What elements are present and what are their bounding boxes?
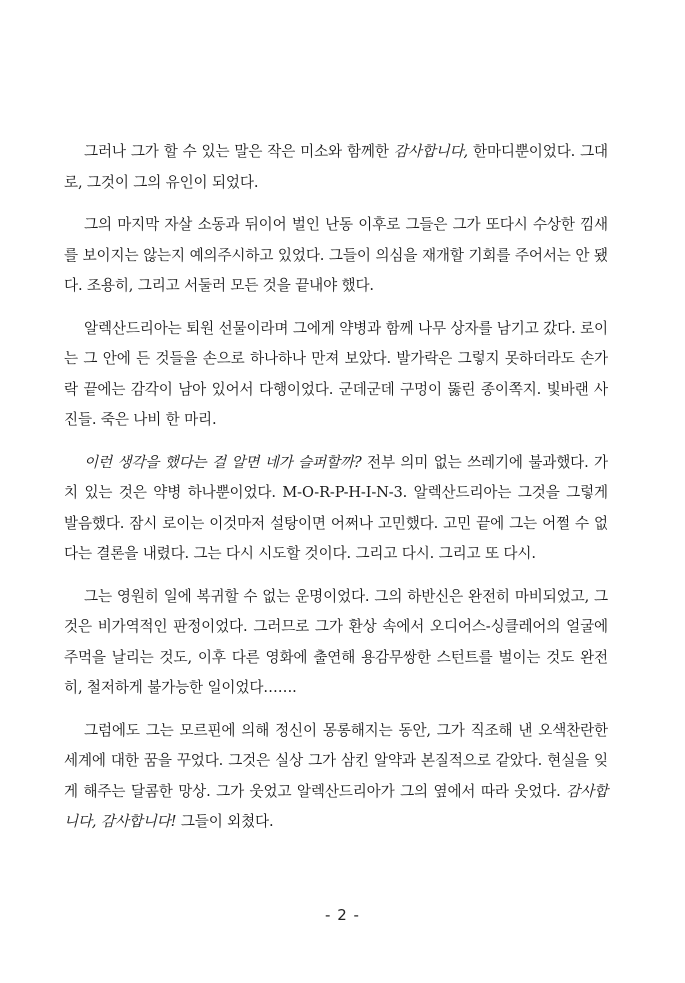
body-text (64, 137, 608, 850)
page-number: - 2 - (325, 906, 360, 924)
emphasized-text: 감사합니다, 감사합니다! (64, 782, 608, 830)
text-run: 그들이 외쳤다. (176, 813, 274, 830)
text-run: 그럼에도 그는 모르핀에 의해 정신이 몽롱해지는 동안, 그가 직조해 낸 오색찬란한 세계에 대한 꿈을 꾸었다. 그것은 실상 그가 삼킨 알약과 본질적으로 같았다. 현실을 잊게 해주는 달콤한 망상. 그가 웃었고 알렉산드리아가 그의 옆에서 따라 웃었다. (64, 721, 608, 800)
text-run: 한마디뿐이었다. 그대로, 그것이 그의 유인이 되었다. (64, 143, 609, 191)
paragraph (64, 314, 608, 436)
paragraph (64, 137, 608, 198)
text-run: 그는 영원히 일에 복귀할 수 없는 운명이었다. 그의 하반신은 완전히 마비되었고, 그것은 비가역적인 판정이었다. 그러므로 그가 환상 속에서 오디어스-싱클레어의 얼굴에 주먹을 날리는 것도, 이후 다른 영화에 출연해 용감무쌍한 스턴트를 벌이는 것도 완전히, 철저하게 불가능한 일이었다……. (64, 587, 608, 696)
paragraph (64, 582, 608, 704)
text-run: 그의 마지막 자살 소동과 뒤이어 벌인 난동 이후로 그들은 그가 또다시 수상한 낌새를 보이지는 않는지 예의주시하고 있었다. 그들이 의심을 재개할 기회를 주어서는 안 됐다. 조용히, 그리고 서둘러 모든 것을 끝내야 했다. (64, 216, 608, 294)
emphasized-text: 감사합니다, (393, 143, 469, 160)
text-run: 알렉산드리아는 퇴원 선물이라며 그에게 약병과 함께 나무 상자를 남기고 갔다. 로이는 그 안에 든 것들을 손으로 하나하나 만져 보았다. 발가락은 그렇지 못하더라도 손가락 끝에는 감각이 남아 있어서 다행이었다. 군데군데 구멍이 뚫린 종이쪽지. 빛바랜 사진들. 죽은 나비 한 마리. (64, 319, 608, 428)
paragraph (64, 210, 608, 302)
emphasized-text: 이런 생각을 했다는 걸 알면 네가 슬퍼할까? (84, 453, 362, 471)
paragraph (64, 716, 608, 838)
text-run: 전부 의미 없는 쓰레기에 불과했다. 가치 있는 것은 약병 하나뿐이었다. M-O-R-P-H-I-N-3. 알렉산드리아는 그것을 그렇게 발음했다. 잠시 로이는 이것마저 설탕이면 어쩌나 고민했다. 고민 끝에 그는 어쩔 수 없다는 결론을 내렸다. 그는 다시 시도할 것이다. 그리고 다시. 그리고 또 다시. (64, 453, 609, 562)
text-run: 그러나 그가 할 수 있는 말은 작은 미소와 함께한 (84, 143, 394, 160)
paragraph (64, 448, 608, 570)
